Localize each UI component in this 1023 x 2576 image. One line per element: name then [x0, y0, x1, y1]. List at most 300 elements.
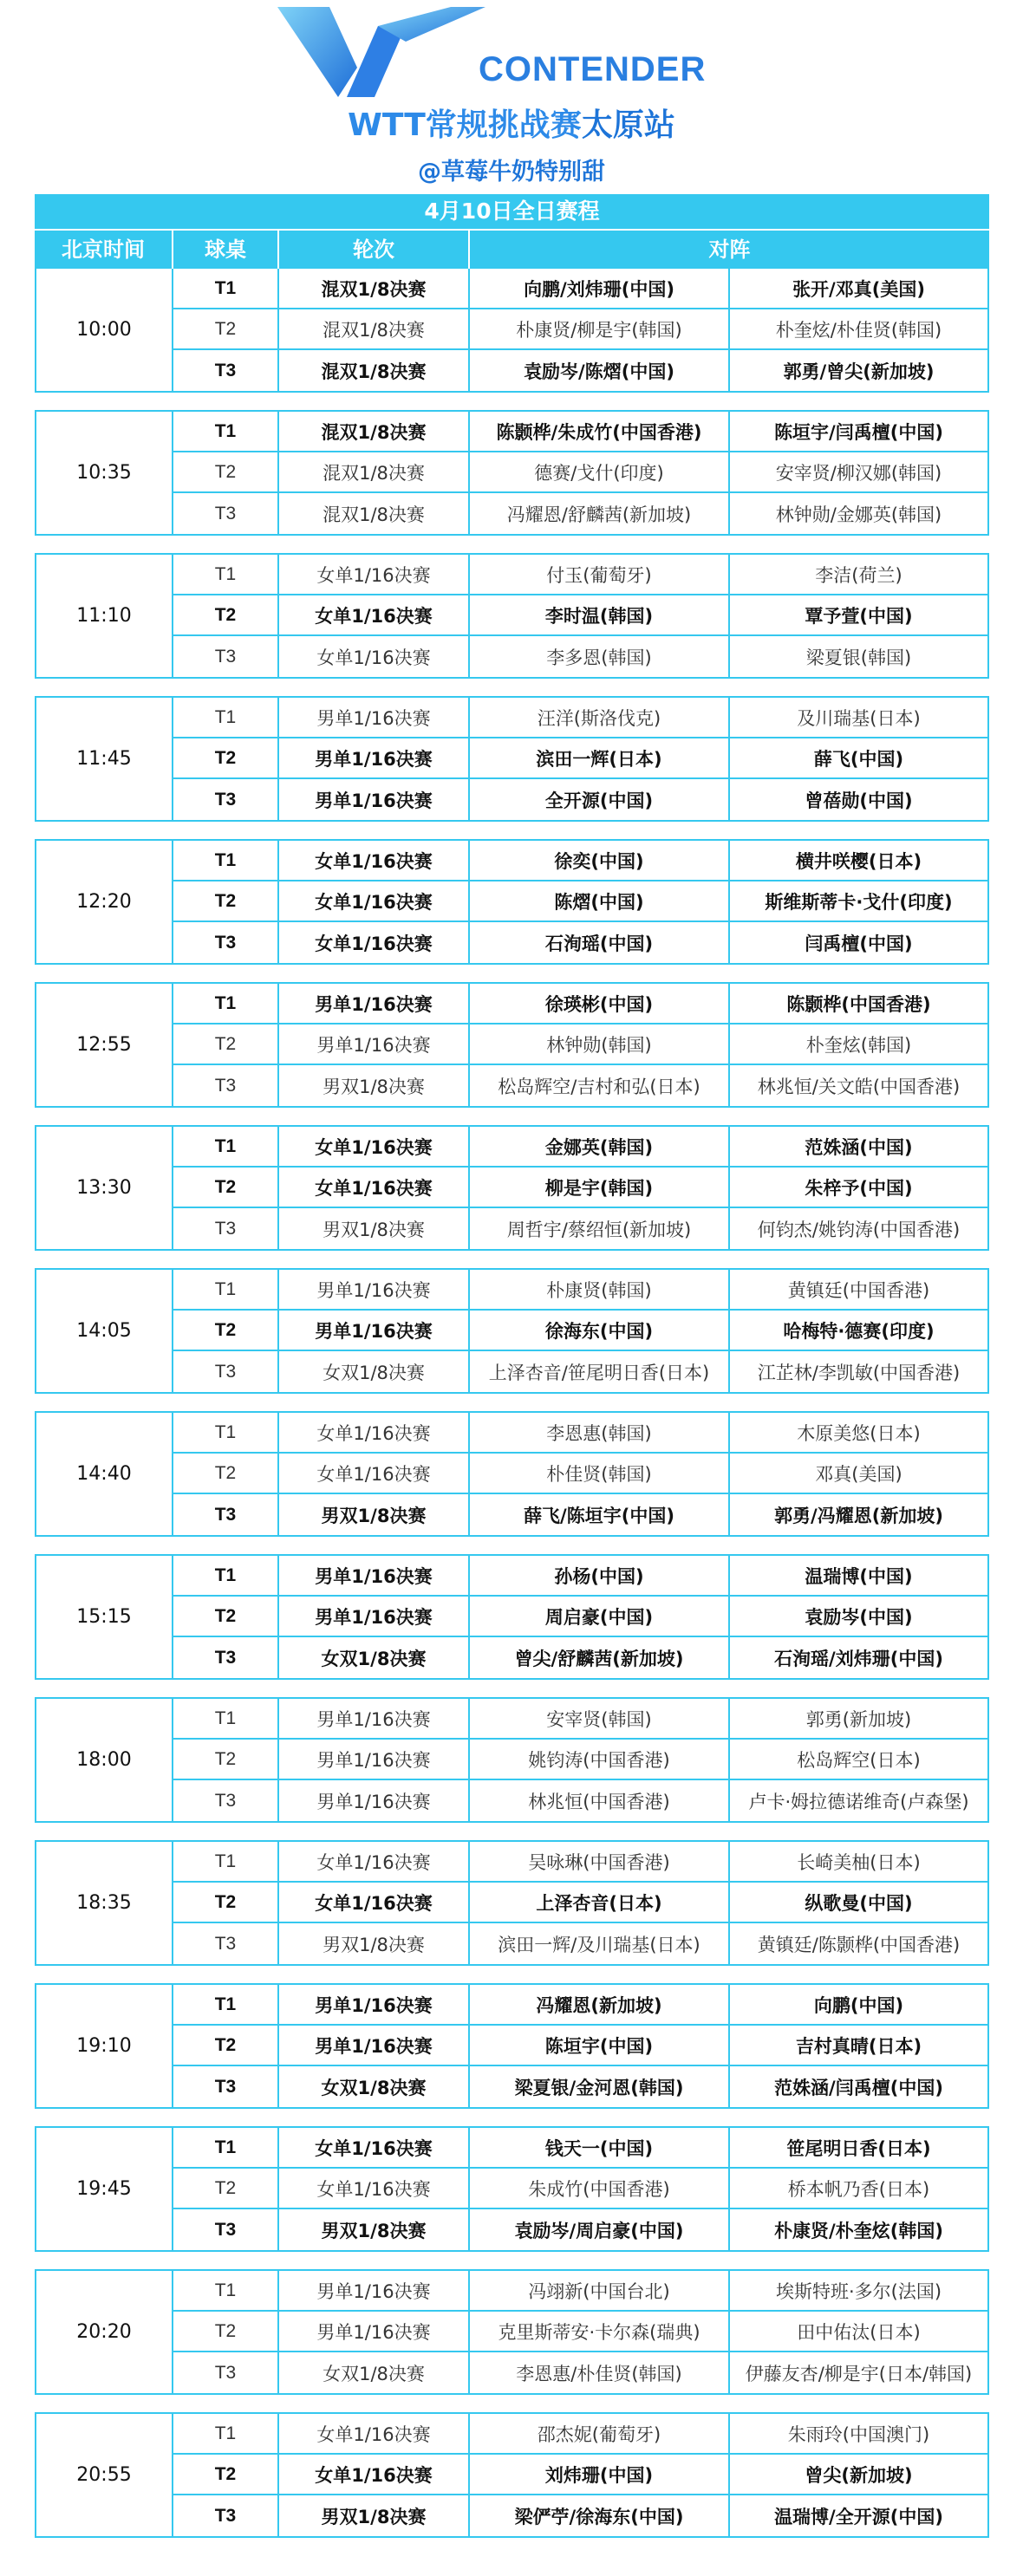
time-cell: 11:45: [36, 698, 173, 820]
table-row: [173, 2495, 987, 2536]
player2-cell: 朴奎炫/朴佳贤(韩国): [775, 319, 942, 341]
player1-cell: 袁励岑/陈熠(中国): [470, 350, 730, 391]
match-rows: [173, 1413, 987, 1535]
player1-cell: 薛飞/陈垣宇(中国): [470, 1494, 730, 1535]
round-cell: 女双1/8决赛: [279, 2352, 470, 2393]
table-cell: T1: [173, 2128, 279, 2167]
round-cell: 女单1/16决赛: [279, 1842, 470, 1881]
table-row: [173, 881, 987, 922]
player1-cell: 徐海东(中国): [470, 1311, 730, 1350]
player1-cell: 吴咏琳(中国香港): [470, 1842, 730, 1881]
table-row: [173, 2414, 987, 2455]
round-cell: 男双1/8决赛: [279, 1065, 470, 1106]
round-cell: 女单1/16决赛: [279, 1413, 470, 1452]
table-row: [173, 2352, 987, 2393]
table-row: [173, 1556, 987, 1597]
table-row: [173, 1351, 987, 1392]
round-cell: 男单1/16决赛: [279, 698, 470, 737]
table-cell: T1: [173, 1699, 279, 1738]
table-row: [173, 269, 987, 309]
round-cell: 女单1/16决赛: [279, 841, 470, 880]
player1-cell: 陈垣宇(中国): [470, 2026, 730, 2065]
match-rows: [173, 984, 987, 1106]
player1-cell: 孙杨(中国): [470, 1556, 730, 1595]
player1-cell: 冯耀恩(新加坡): [470, 1985, 730, 2024]
player1-cell: 陈熠(中国): [470, 881, 730, 920]
round-cell: 男双1/8决赛: [279, 2209, 470, 2250]
player2-cell: 李洁(荷兰): [815, 564, 902, 586]
time-cell: 10:00: [36, 269, 173, 391]
time-cell: 11:10: [36, 555, 173, 677]
table-cell: T3: [173, 1065, 279, 1106]
round-cell: 男双1/8决赛: [279, 1208, 470, 1249]
player2-cell: 林钟勋/金娜英(韩国): [775, 504, 942, 525]
player2-cell: 郭勇(新加坡): [805, 1708, 912, 1730]
table-cell: T1: [173, 984, 279, 1023]
author-handle: @草莓牛奶特别甜: [418, 159, 605, 185]
table-row: [173, 698, 987, 738]
player2-cell: 松岛辉空(日本): [797, 1749, 921, 1771]
table-row: [173, 1025, 987, 1065]
table-cell: T2: [173, 309, 279, 348]
time-cell: 14:05: [36, 1270, 173, 1392]
round-cell: 男单1/16决赛: [279, 1270, 470, 1309]
player1-cell: 周哲宇/蔡绍恒(新加坡): [470, 1208, 730, 1249]
table-row: [173, 2455, 987, 2495]
match-rows: [173, 2128, 987, 2250]
table-cell: T2: [173, 1597, 279, 1636]
player2-cell: 朴康贤/朴奎炫(韩国): [774, 2220, 943, 2241]
round-cell: 女单1/16决赛: [279, 881, 470, 920]
table-row: [173, 1883, 987, 1923]
player2-cell: 林兆恒/关文皓(中国香港): [757, 1076, 961, 1097]
round-cell: 女单1/16决赛: [279, 1454, 470, 1493]
player2-cell: 哈梅特·德赛(印度): [783, 1320, 935, 1342]
player1-cell: 汪洋(斯洛伐克): [470, 698, 730, 737]
player2-cell: 何钧杰/姚钧涛(中国香港): [757, 1219, 961, 1240]
table-cell: T2: [173, 2312, 279, 2351]
time-group: [35, 839, 989, 965]
player1-cell: 向鹏/刘炜珊(中国): [470, 269, 730, 308]
round-cell: 男单1/16决赛: [279, 2026, 470, 2065]
match-rows: [173, 1842, 987, 1964]
player1-cell: 安宰贤(韩国): [470, 1699, 730, 1738]
player1-cell: 李恩惠/朴佳贤(韩国): [470, 2352, 730, 2393]
round-cell: 男单1/16决赛: [279, 2271, 470, 2310]
round-cell: 男单1/16决赛: [279, 2312, 470, 2351]
match-rows: [173, 1556, 987, 1678]
player2-cell: 郭勇/冯耀恩(新加坡): [774, 1505, 943, 1526]
table-cell: T3: [173, 636, 279, 677]
player2-cell: 温瑞博/全开源(中国): [774, 2506, 943, 2527]
player2-cell: 卢卡·姆拉德诺维奇(卢森堡): [748, 1791, 969, 1812]
round-cell: 女单1/16决赛: [279, 2414, 470, 2453]
table-cell: T1: [173, 1413, 279, 1452]
round-cell: 男单1/16决赛: [279, 738, 470, 777]
time-group: [35, 1554, 989, 1680]
round-cell: 男单1/16决赛: [279, 1311, 470, 1350]
table-row: [173, 412, 987, 452]
table-cell: T3: [173, 2495, 279, 2536]
table-cell: T3: [173, 1923, 279, 1964]
player2-cell: 覃予萱(中国): [805, 605, 913, 627]
table-cell: T2: [173, 1883, 279, 1922]
player2-cell: 朱雨玲(中国澳门): [787, 2423, 930, 2445]
player2-cell: 袁励岑(中国): [805, 1606, 913, 1628]
round-cell: 男单1/16决赛: [279, 1699, 470, 1738]
player1-cell: 徐奕(中国): [470, 841, 730, 880]
player2-cell: 范姝涵(中国): [805, 1136, 913, 1158]
table-row: [173, 841, 987, 881]
player1-cell: 全开源(中国): [470, 779, 730, 820]
table-row: [173, 2066, 987, 2107]
table-cell: T2: [173, 1168, 279, 1207]
schedule-table: [35, 194, 989, 2538]
player2-cell: 曾蓓勋(中国): [805, 790, 913, 811]
table-cell: T1: [173, 1842, 279, 1881]
round-cell: 男双1/8决赛: [279, 1923, 470, 1964]
table-cell: T3: [173, 1208, 279, 1249]
player1-cell: 陈颢桦/朱成竹(中国香港): [470, 412, 730, 451]
table-cell: T2: [173, 738, 279, 777]
player2-cell: 埃斯特班·多尔(法国): [775, 2280, 942, 2302]
time-group: [35, 1411, 989, 1537]
player2-cell: 薛飞(中国): [813, 748, 904, 770]
player1-cell: 林钟勋(韩国): [470, 1025, 730, 1064]
round-cell: 男单1/16决赛: [279, 1985, 470, 2024]
player1-cell: 上泽杏音/笹尾明日香(日本): [470, 1351, 730, 1392]
column-header-matchup: 对阵: [708, 237, 751, 262]
table-row: [173, 636, 987, 677]
wtt-logo-icon: [277, 7, 485, 101]
page-title: [0, 101, 1023, 145]
column-header-table: 球桌: [173, 231, 279, 269]
round-cell: 男单1/16决赛: [279, 1780, 470, 1821]
round-cell: 男单1/16决赛: [279, 1556, 470, 1595]
player2-cell: 梁夏银(韩国): [805, 647, 912, 668]
time-group: [35, 269, 989, 393]
time-group: [35, 1697, 989, 1823]
date-title: 4月10日全日赛程: [35, 194, 989, 229]
table-cell: T3: [173, 1780, 279, 1821]
table-cell: T2: [173, 595, 279, 634]
player2-cell: 黄镇廷(中国香港): [787, 1279, 930, 1301]
time-group: [35, 1268, 989, 1394]
player1-cell: 上泽杏音(日本): [470, 1883, 730, 1922]
time-group: [35, 1983, 989, 2109]
table-row: [173, 1637, 987, 1678]
table-cell: T1: [173, 555, 279, 594]
match-rows: [173, 555, 987, 677]
table-cell: T2: [173, 452, 279, 491]
table-row: [173, 2128, 987, 2169]
table-cell: T2: [173, 1454, 279, 1493]
round-cell: 男单1/16决赛: [279, 1025, 470, 1064]
round-cell: 男单1/16决赛: [279, 779, 470, 820]
table-cell: T1: [173, 841, 279, 880]
table-cell: T3: [173, 2066, 279, 2107]
player2-cell: 横井咲樱(日本): [795, 850, 922, 872]
table-cell: T3: [173, 922, 279, 963]
table-cell: T1: [173, 1127, 279, 1166]
player1-cell: 金娜英(韩国): [470, 1127, 730, 1166]
table-row: [173, 984, 987, 1025]
player2-cell: 斯维斯蒂卡·戈什(印度): [765, 891, 953, 913]
round-cell: 混双1/8决赛: [279, 412, 470, 451]
match-rows: [173, 1699, 987, 1821]
player1-cell: 滨田一辉(日本): [470, 738, 730, 777]
player1-cell: 钱天一(中国): [470, 2128, 730, 2167]
table-row: [173, 1780, 987, 1821]
table-header: [35, 229, 989, 269]
table-row: [173, 1985, 987, 2026]
player1-cell: 刘炜珊(中国): [470, 2455, 730, 2494]
time-group: [35, 1840, 989, 1966]
time-cell: 18:35: [36, 1842, 173, 1964]
table-cell: T1: [173, 1270, 279, 1309]
match-rows: [173, 1127, 987, 1249]
round-cell: 女双1/8决赛: [279, 1637, 470, 1678]
match-rows: [173, 2271, 987, 2393]
match-rows: [173, 841, 987, 963]
round-cell: 女单1/16决赛: [279, 1127, 470, 1166]
table-cell: T3: [173, 779, 279, 820]
match-rows: [173, 269, 987, 391]
time-group: [35, 2269, 989, 2395]
player2-cell: 长崎美柚(日本): [797, 1851, 921, 1873]
table-row: [173, 1168, 987, 1208]
round-cell: 女单1/16决赛: [279, 1883, 470, 1922]
time-cell: 13:30: [36, 1127, 173, 1249]
table-row: [173, 1208, 987, 1249]
player2-cell: 吉村真晴(日本): [795, 2035, 922, 2057]
table-row: [173, 350, 987, 391]
table-row: [173, 1923, 987, 1964]
player1-cell: 朴佳贤(韩国): [470, 1454, 730, 1493]
match-rows: [173, 1270, 987, 1392]
player2-cell: 向鹏(中国): [813, 1994, 904, 2016]
round-cell: 女双1/8决赛: [279, 2066, 470, 2107]
round-cell: 混双1/8决赛: [279, 350, 470, 391]
match-rows: [173, 1985, 987, 2107]
player1-cell: 李时温(韩国): [470, 595, 730, 634]
round-cell: 混双1/8决赛: [279, 269, 470, 308]
player2-cell: 笹尾明日香(日本): [786, 2137, 931, 2159]
table-row: [173, 1454, 987, 1494]
player2-cell: 伊藤友杏/柳是宇(日本/韩国): [745, 2363, 973, 2384]
title-prefix: WTT常规挑战赛: [348, 107, 582, 143]
time-group: [35, 410, 989, 536]
table-row: [173, 555, 987, 595]
time-cell: 20:20: [36, 2271, 173, 2393]
player2-cell: 黄镇廷/陈颢桦(中国香港): [757, 1934, 961, 1955]
time-group: [35, 553, 989, 679]
round-cell: 女单1/16决赛: [279, 2128, 470, 2167]
round-cell: 女单1/16决赛: [279, 2455, 470, 2494]
time-cell: 18:00: [36, 1699, 173, 1821]
player1-cell: 石洵瑶(中国): [470, 922, 730, 963]
player1-cell: 姚钧涛(中国香港): [470, 1740, 730, 1779]
player1-cell: 付玉(葡萄牙): [470, 555, 730, 594]
round-cell: 男单1/16决赛: [279, 984, 470, 1023]
player1-cell: 滨田一辉/及川瑞基(日本): [470, 1923, 730, 1964]
player2-cell: 江芷林/李凯敏(中国香港): [757, 1362, 961, 1383]
player1-cell: 李恩惠(韩国): [470, 1413, 730, 1452]
table-row: [173, 452, 987, 493]
table-row: [173, 779, 987, 820]
round-cell: 女单1/16决赛: [279, 555, 470, 594]
time-group: [35, 696, 989, 822]
player2-cell: 安宰贤/柳汉娜(韩国): [775, 462, 942, 484]
table-row: [173, 1270, 987, 1311]
time-cell: 10:35: [36, 412, 173, 534]
table-cell: T3: [173, 1351, 279, 1392]
player2-cell: 石洵瑶/刘炜珊(中国): [774, 1648, 943, 1669]
player2-cell: 朱梓予(中国): [805, 1177, 913, 1199]
table-row: [173, 309, 987, 350]
table-row: [173, 1740, 987, 1780]
player1-cell: 梁夏银/金河恩(韩国): [470, 2066, 730, 2107]
player1-cell: 冯翊新(中国台北): [470, 2271, 730, 2310]
table-row: [173, 1842, 987, 1883]
table-row: [173, 595, 987, 636]
player1-cell: 梁俨苧/徐海东(中国): [470, 2495, 730, 2536]
table-row: [173, 2209, 987, 2250]
time-cell: 19:45: [36, 2128, 173, 2250]
table-cell: T2: [173, 1311, 279, 1350]
time-cell: 15:15: [36, 1556, 173, 1678]
table-cell: T1: [173, 2414, 279, 2453]
round-cell: 女单1/16决赛: [279, 922, 470, 963]
match-rows: [173, 2414, 987, 2536]
time-cell: 14:40: [36, 1413, 173, 1535]
player1-cell: 冯耀恩/舒麟茜(新加坡): [470, 493, 730, 534]
player2-cell: 闫禹檀(中国): [805, 933, 913, 954]
header: [0, 0, 1023, 192]
table-cell: T1: [173, 1985, 279, 2024]
player1-cell: 邵杰妮(葡萄牙): [470, 2414, 730, 2453]
player1-cell: 柳是宇(韩国): [470, 1168, 730, 1207]
table-cell: T1: [173, 1556, 279, 1595]
table-cell: T1: [173, 698, 279, 737]
table-row: [173, 493, 987, 534]
round-cell: 混双1/8决赛: [279, 493, 470, 534]
time-group: [35, 2412, 989, 2538]
table-row: [173, 2312, 987, 2352]
round-cell: 男单1/16决赛: [279, 1740, 470, 1779]
round-cell: 女单1/16决赛: [279, 1168, 470, 1207]
round-cell: 男双1/8决赛: [279, 1494, 470, 1535]
player1-cell: 曾尖/舒麟茜(新加坡): [470, 1637, 730, 1678]
player1-cell: 李多恩(韩国): [470, 636, 730, 677]
time-cell: 12:20: [36, 841, 173, 963]
player2-cell: 陈垣宇/闫禹檀(中国): [774, 421, 943, 443]
player1-cell: 袁励岑/周启豪(中国): [470, 2209, 730, 2250]
time-group: [35, 982, 989, 1108]
table-row: [173, 1413, 987, 1454]
player2-cell: 纵歌曼(中国): [805, 1892, 913, 1914]
round-cell: 混双1/8决赛: [279, 452, 470, 491]
round-cell: 男单1/16决赛: [279, 1597, 470, 1636]
table-cell: T3: [173, 1494, 279, 1535]
time-cell: 12:55: [36, 984, 173, 1106]
column-header-round: 轮次: [279, 231, 470, 269]
column-header-time: 北京时间: [35, 231, 173, 269]
player1-cell: 克里斯蒂安·卡尔森(瑞典): [470, 2312, 730, 2351]
time-cell: 19:10: [36, 1985, 173, 2107]
table-cell: T1: [173, 269, 279, 308]
title-suffix: 太原站: [581, 107, 675, 143]
player2-cell: 及川瑞基(日本): [797, 707, 921, 729]
player2-cell: 桥本帆乃香(日本): [787, 2178, 930, 2200]
brand-name: CONTENDER: [479, 50, 707, 88]
player2-cell: 郭勇/曾尖(新加坡): [783, 361, 935, 382]
table-row: [173, 2271, 987, 2312]
round-cell: 女单1/16决赛: [279, 2169, 470, 2208]
table-row: [173, 2026, 987, 2066]
match-rows: [173, 412, 987, 534]
round-cell: 男双1/8决赛: [279, 2495, 470, 2536]
table-cell: T2: [173, 2169, 279, 2208]
player2-cell: 温瑞博(中国): [805, 1565, 913, 1587]
table-row: [173, 2169, 987, 2209]
table-cell: T3: [173, 2352, 279, 2393]
player2-cell: 曾尖(新加坡): [805, 2464, 913, 2486]
table-cell: T1: [173, 412, 279, 451]
player1-cell: 朴康贤/柳是宇(韩国): [470, 309, 730, 348]
table-cell: T2: [173, 881, 279, 920]
table-row: [173, 1065, 987, 1106]
player2-cell: 陈颢桦(中国香港): [786, 993, 931, 1015]
match-rows: [173, 698, 987, 820]
table-cell: T2: [173, 1025, 279, 1064]
table-row: [173, 1597, 987, 1637]
player2-cell: 朴奎炫(韩国): [805, 1034, 912, 1056]
table-row: [173, 1311, 987, 1351]
table-cell: T3: [173, 493, 279, 534]
table-row: [173, 1494, 987, 1535]
table-row: [173, 1699, 987, 1740]
table-cell: T2: [173, 2026, 279, 2065]
player1-cell: 朱成竹(中国香港): [470, 2169, 730, 2208]
table-cell: T3: [173, 350, 279, 391]
time-group: [35, 1125, 989, 1251]
table-row: [173, 922, 987, 963]
player2-cell: 邓真(美国): [815, 1463, 902, 1485]
player1-cell: 林兆恒(中国香港): [470, 1780, 730, 1821]
time-cell: 20:55: [36, 2414, 173, 2536]
time-group: [35, 2126, 989, 2252]
table-cell: T3: [173, 2209, 279, 2250]
round-cell: 女单1/16决赛: [279, 636, 470, 677]
player2-cell: 范姝涵/闫禹檀(中国): [774, 2077, 943, 2098]
player1-cell: 朴康贤(韩国): [470, 1270, 730, 1309]
player2-cell: 木原美悠(日本): [797, 1422, 921, 1444]
player1-cell: 徐瑛彬(中国): [470, 984, 730, 1023]
player2-cell: 张开/邓真(美国): [792, 278, 925, 300]
round-cell: 女双1/8决赛: [279, 1351, 470, 1392]
player1-cell: 德赛/戈什(印度): [470, 452, 730, 491]
table-cell: T2: [173, 1740, 279, 1779]
table-row: [173, 1127, 987, 1168]
table-cell: T2: [173, 2455, 279, 2494]
table-row: [173, 738, 987, 779]
player1-cell: 周启豪(中国): [470, 1597, 730, 1636]
player1-cell: 松岛辉空/吉村和弘(日本): [470, 1065, 730, 1106]
table-cell: T3: [173, 1637, 279, 1678]
round-cell: 混双1/8决赛: [279, 309, 470, 348]
player2-cell: 田中佑汰(日本): [797, 2321, 921, 2343]
